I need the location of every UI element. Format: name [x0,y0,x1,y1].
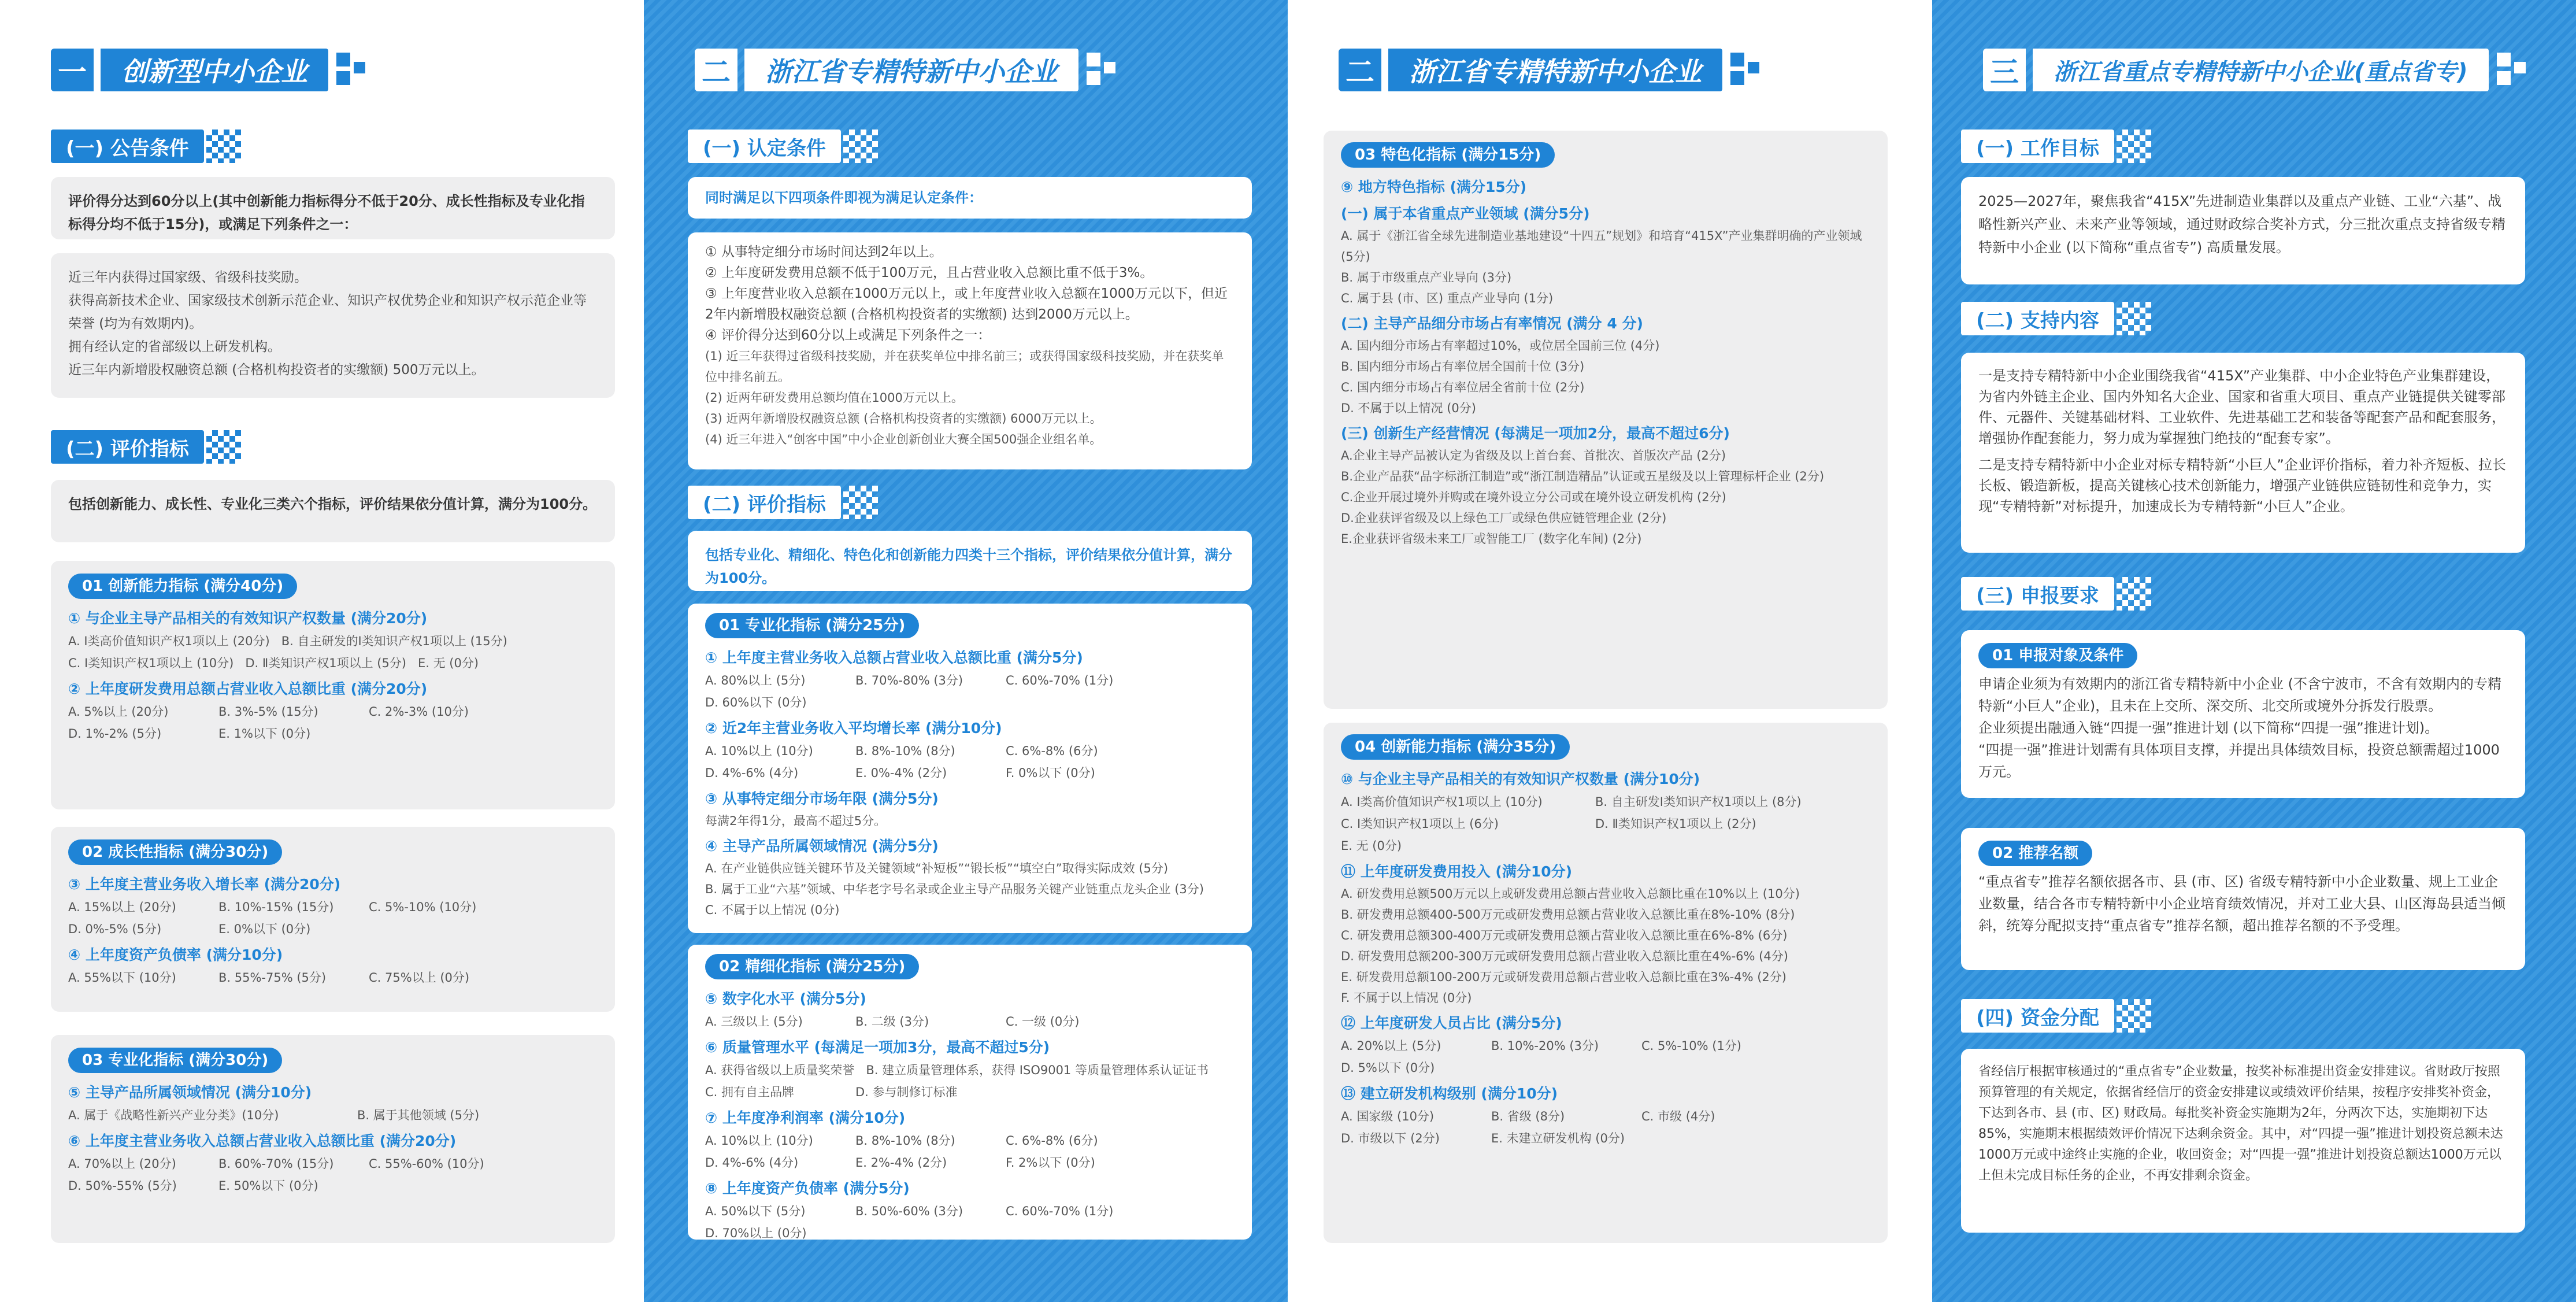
list-item: 近三年内新增股权融资总额 (合格机构投资者的实缴额) 500万元以上。 [68,363,485,378]
option-item: D. 70%以上 (0分) [705,1226,807,1240]
option-list [705,740,1235,784]
group-pill: 01 专业化指标 (满分25分) [705,613,919,638]
option-item: F. 不属于以上情况 (0分) [1341,991,1472,1005]
option-item: B. 10%-20% (3分) [1491,1039,1599,1053]
group-pill: 01 创新能力指标 (满分40分) [68,574,297,599]
section-number: 二 [1339,49,1381,91]
option-item: E.企业获评省级未来工厂或智能工厂 (数字化车间) (2分) [1341,532,1642,546]
option-item: C. 75%以上 (0分) [369,971,470,985]
indicator-title: ② 近2年主营业务收入平均增长率 (满分10分) [705,720,1002,737]
subsection-heading: (一) 公告条件 [51,130,241,163]
section-number: 三 [1983,49,2026,91]
option-item: D. 研发费用总额200-300万元或研发费用总额占营业收入总额比重在4%-6% (4分) [1341,949,1788,963]
list-item: ① 从事特定细分市场时间达到2年以上。 [705,245,943,260]
subsection-heading: (一) 工作目标 [1961,130,2151,163]
square-deco-icon [1087,53,1121,87]
option-list [68,896,598,940]
quota-box: 02 推荐名额 “重点省专”推荐名额依据各市、县 (市、区) 省级专精特新中小企业数量、规上工业企业数量，结合各市专精特新中小企业培育绩效情况，并对工业大县、山区海岛县适当倾斜，统筹分配拟支持“重点省专”推荐名额，超出推荐名额的不予受理。 [1961,828,2525,970]
group-pill: 02 精细化指标 (满分25分) [705,954,919,979]
option-item: B.企业产品获“品字标浙江制造”或“浙江制造精品”认证或五星级及以上管理标杆企业 (2分) [1341,469,1825,483]
indicator-title: ① 上年度主营业务收入总额占营业收入总额比重 (满分5分) [705,649,1083,666]
option-item: A. 50%以下 (5分) [705,1204,806,1218]
panel-innovative-sme [0,0,644,1302]
option-item: A. 10%以上 (10分) [705,744,813,758]
option-item: D. 1%-2% (5分) [68,727,162,741]
option-item: C. 60%-70% (1分) [1006,674,1114,687]
panel-header [51,47,371,93]
checker-deco-icon [2117,130,2151,163]
option-item: E. 50%以下 (0分) [218,1179,318,1193]
indicator-title: ③ 从事特定细分市场年限 (满分5分) [705,790,939,807]
option-item: B. 属于工业“六基”领域、中华老字号名录或企业主导产品服务关键产业链重点龙头企业 (3分) [705,882,1204,896]
indicator-title: ⑤ 主导产品所属领域情况 (满分10分) [68,1084,312,1101]
option-item: C. 55%-60% (10分) [369,1157,484,1171]
panel-header [1983,47,2531,93]
option-item: C. 6%-8% (6分) [1006,1134,1098,1148]
square-deco-icon [1730,53,1765,87]
indicator-title: (三) 创新生产经营情况 (每满足一项加2分，最高不超过6分) [1341,425,1730,442]
indicator-title: ⑥ 上年度主营业务收入总额占营业收入总额比重 (满分20分) [68,1133,457,1149]
option-item: A. 国家级 (10分) [1341,1109,1435,1123]
option-item: 每满2年得1分，最高不超过5分。 [705,814,887,828]
option-item: F. 0%以下 (0分) [1006,766,1095,780]
option-item: F. 2%以下 (0分) [1006,1156,1095,1170]
option-item: D.企业获评省级及以上绿色工厂或绿色供应链管理企业 (2分) [1341,511,1667,525]
option-item: B. 属于其他领域 (5分) [357,1108,480,1122]
option-item: E. 1%以下 (0分) [218,727,311,741]
option-item: A. Ⅰ类高价值知识产权1项以上 (20分) [68,634,270,648]
option-list [1341,1035,1870,1079]
goal-box: 2025—2027年，聚焦我省“415X”先进制造业集群以及重点产业链、工业“六基”、战略性新兴产业、未来产业等领域，通过财政综合奖补方式，分三批次重点支持省级专精特新中小企业 (以下简称“重点省专”) 高质量发展。 [1961,177,2525,284]
option-item: A. 5%以上 (20分) [68,705,169,719]
panel-zj-specialized-sme [644,0,1288,1302]
option-item: A. 研发费用总额500万元以上或研发费用总额占营业收入总额比重在10%以上 (10分) [1341,887,1800,901]
list-subitem: (1) 近三年获得过省级科技奖励，并在获奖单位中排名前三；或获得国家级科技奖励，并在获奖单位中排名前五。 [705,349,1224,384]
panel-header [1339,47,1765,93]
option-item: A. 80%以上 (5分) [705,674,806,687]
checker-deco-icon [843,130,878,163]
option-item: D. 市级以下 (2分) [1341,1131,1440,1145]
subsection-heading: (二) 评价指标 [51,430,241,464]
list-item: 拥有经认定的省部级以上研发机构。 [68,339,281,354]
option-item: E. 0%以下 (0分) [218,922,311,936]
option-item: C. 2%-3% (10分) [369,705,469,719]
checker-deco-icon [2117,999,2151,1033]
option-item: B. 研发费用总额400-500万元或研发费用总额占营业收入总额比重在8%-10% (8分) [1341,908,1795,922]
indicator-title: ② 上年度研发费用总额占营业收入总额比重 (满分20分) [68,680,428,697]
list-item: 获得高新技术企业、国家级技术创新示范企业、知识产权优势企业和知识产权示范企业等荣誉 (均为有效期内)。 [68,293,587,331]
option-list [68,967,598,989]
indicator-group [1324,723,1888,1243]
indicator-title: ⑫ 上年度研发人员占比 (满分5分) [1341,1015,1562,1031]
indicator-title: ③ 上年度主营业务收入增长率 (满分20分) [68,876,341,893]
option-item: E. 无 (0分) [418,656,479,670]
criteria-box: 包括创新能力、成长性、专业化三类六个指标，评价结果依分值计算，满分为100分。 [51,480,615,542]
section-number: 一 [51,49,94,91]
group-pill: 03 专业化指标 (满分30分) [68,1048,282,1073]
option-item: B. 55%-75% (5分) [218,971,327,985]
option-item: A. 70%以上 (20分) [68,1157,176,1171]
section-title: 创新型中小企业 [101,49,328,91]
list-item: ③ 上年度营业收入总额在1000万元以上，或上年度营业收入总额在1000万元以下，但近2年内新增股权融资总额 (合格机构投资者的实缴额) 达到2000万元以上。 [705,286,1228,322]
option-item: B. 3%-5% (15分) [218,705,318,719]
option-item: B. 建立质量管理体系，获得 ISO9001 等质量管理体系认证证书 [866,1063,1209,1077]
option-item: B. 属于市级重点产业导向 (3分) [1341,271,1512,284]
option-item: A. 三级以上 (5分) [705,1015,803,1029]
option-item: C.企业开展过境外并购或在境外设立分公司或在境外设立研发机构 (2分) [1341,490,1726,504]
panel-zj-specialized-sme-cont [1288,0,1932,1302]
checker-deco-icon [2117,577,2151,611]
option-list [705,1200,1235,1244]
option-list [68,1104,598,1126]
indicator-group [688,945,1252,1240]
option-list [705,670,1235,713]
indicator-title: ⑥ 质量管理水平 (每满足一项加3分，最高不超过5分) [705,1039,1050,1056]
option-item: D. 50%-55% (5分) [68,1179,177,1193]
option-item: E. 无 (0分) [1341,839,1402,853]
indicator-title: ⑦ 上年度净利润率 (满分10分) [705,1109,906,1126]
option-item: C. Ⅰ类知识产权1项以上 (6分) [1341,817,1499,831]
option-item: B. 8%-10% (8分) [855,744,955,758]
option-item: D. 不属于以上情况 (0分) [1341,401,1476,415]
option-list [68,701,598,745]
indicator-title: ⑬ 建立研发机构级别 (满分10分) [1341,1085,1558,1102]
option-list [68,1153,598,1197]
list-subitem: (4) 近三年进入“创客中国”中小企业创新创业大赛全国500强企业组名单。 [705,432,1102,446]
option-item: B. 国内细分市场占有率位居全国前十位 (3分) [1341,360,1585,373]
option-item: B. 自主研发Ⅰ类知识产权1项以上 (8分) [1595,795,1802,809]
subsection-heading: (二) 支持内容 [1961,302,2151,335]
indicator-title: ④ 上年度资产负债率 (满分10分) [68,946,283,963]
indicator-title: (二) 主导产品细分市场占有率情况 (满分 4 分) [1341,315,1643,332]
option-item: A. 国内细分市场占有率超过10%，或位居全国前三位 (4分) [1341,339,1660,353]
list-subitem: (2) 近两年研发费用总额均值在1000万元以上。 [705,391,963,405]
option-item: D. Ⅱ类知识产权1项以上 (5分) [245,656,406,670]
group-pill: 02 推荐名额 [1978,841,2092,866]
indicator-title: (一) 属于本省重点产业领域 (满分5分) [1341,205,1590,222]
option-item: C. 一级 (0分) [1006,1015,1080,1029]
indicator-title: ⑪ 上年度研发费用投入 (满分10分) [1341,863,1573,880]
checker-deco-icon [843,486,878,519]
indicator-group [1324,131,1888,709]
section-title: 浙江省专精特新中小企业 [1388,49,1722,91]
section-number: 二 [695,49,737,91]
checker-deco-icon [206,430,241,464]
option-item: A. 10%以上 (10分) [705,1134,813,1148]
option-item: D. 5%以下 (0分) [1341,1061,1435,1075]
option-item: A.企业主导产品被认定为省级及以上首台套、首批次、首版次产品 (2分) [1341,449,1726,463]
option-item: A. 属于《战略性新兴产业分类》(10分) [68,1108,279,1122]
section-title: 浙江省重点专精特新中小企业(重点省专) [2033,49,2489,91]
option-list [1341,1105,1870,1149]
conditions-box [51,253,615,398]
option-item: C. 研发费用总额300-400万元或研发费用总额占营业收入总额比重在6%-8% (6分) [1341,929,1788,942]
option-item: E. 2%-4% (2分) [855,1156,947,1170]
requirement-box: 01 申报对象及条件 申请企业须为有效期内的浙江省专精特新中小企业 (不含宁波市，不含有效期内的专精特新“小巨人”企业)，且未在上交所、深交所、北交所或境外分拆发行股票。 企业须提出融通入链“四提一强”推进计划 (以下简称“四提一强”推进计划)。 “四提一强”推进计划需有具体项目支撑，并提出具体绩效目标，投资总额需超过1000万元。 [1961,630,2525,798]
indicator-title: ⑧ 上年度资产负债率 (满分5分) [705,1180,910,1197]
option-item: C. 60%-70% (1分) [1006,1204,1114,1218]
indicator-group [51,1035,615,1243]
funding-box: 省经信厅根据审核通过的“重点省专”企业数量，按奖补标准提出资金安排建议。省财政厅按照预算管理的有关规定，依据省经信厅的资金安排建议或绩效评价结果，按程序安排奖补资金，下达到各市、县 (市、区) 财政局。每批奖补资金实施期为2年，分两次下达，实施期初下达85%，实施期末根据绩效评价情况下达剩余资金。其中，对“四提一强”推进计划投资总额未达1000万元或中途终止实施的企业，收回资金；对“四提一强”推进计划投资总额达1000万元以上但未完成目标任务的企业，不再安排剩余资金。 [1961,1049,2525,1233]
option-item: C. 不属于以上情况 (0分) [705,903,840,917]
option-item: C. 市级 (4分) [1641,1109,1715,1123]
checker-deco-icon [206,130,241,163]
option-item: C. 属于县 (市、区) 重点产业导向 (1分) [1341,291,1554,305]
option-item: A. 55%以下 (10分) [68,971,176,985]
indicator-title: ⑨ 地方特色指标 (满分15分) [1341,179,1527,195]
option-item: C. Ⅰ类知识产权1项以上 (10分) [68,656,234,670]
option-item: D. 60%以下 (0分) [705,696,807,709]
option-item: A. 获得省级以上质量奖荣誉 [705,1063,855,1077]
square-deco-icon [2497,53,2531,87]
indicator-group [51,561,615,809]
criteria-intro-box: 同时满足以下四项条件即视为满足认定条件： [688,177,1252,219]
group-pill: 04 创新能力指标 (满分35分) [1341,734,1570,760]
checker-deco-icon [2117,302,2151,335]
option-item: B. 70%-80% (3分) [855,674,963,687]
criteria-box: 包括专业化、精细化、特色化和创新能力四类十三个指标，评价结果依分值计算，满分为100分。 [688,531,1252,591]
group-pill: 02 成长性指标 (满分30分) [68,839,282,865]
panel-key-specialized-sme [1932,0,2576,1302]
option-item: A. 20%以上 (5分) [1341,1039,1441,1053]
square-deco-icon [336,53,371,87]
option-item: D. 4%-6% (4分) [705,1156,799,1170]
subsection-heading: (一) 认定条件 [688,130,878,163]
indicator-group [51,827,615,1012]
option-list [68,630,598,674]
option-item: B. 60%-70% (15分) [218,1157,334,1171]
subsection-heading: (二) 评价指标 [688,486,878,519]
subsection-heading: (四) 资金分配 [1961,999,2151,1033]
option-item: E. 0%-4% (2分) [855,766,947,780]
option-item: A. 在产业链供应链关键环节及关键领域“补短板”“锻长板”“填空白”取得实际成效 (5分) [705,861,1169,875]
indicator-title: ④ 主导产品所属领域情况 (满分5分) [705,838,939,855]
option-item: B. 8%-10% (8分) [855,1134,955,1148]
option-item: E. 未建立研发机构 (0分) [1491,1131,1625,1145]
criteria-box: 评价得分达到60分以上(其中创新能力指标得分不低于20分、成长性指标及专业化指标得分均不低于15分)，或满足下列条件之一： [51,177,615,239]
option-list [1341,791,1870,857]
option-item: C. 国内细分市场占有率位居全省前十位 (2分) [1341,380,1585,394]
list-item: ② 上年度研发费用总额不低于100万元，且占营业收入总额比重不低于3%。 [705,265,1154,280]
group-pill: 01 申报对象及条件 [1978,643,2137,668]
support-box: 一是支持专精特新中小企业围绕我省“415X”产业集群、中小企业特色产业集群建设，为省内外链主企业、国内外知名大企业、国家和省重大项目、重点产业链提供关键零部件、元器件、关键基础材料、工业软件、先进基础工艺和装备等配套产品和配套服务，增强协作配套能力，努力成为掌握独门绝技的“配套专家”。 二是支持专精特新中小企业对标专精特新“小巨人”企业评价指标，着力补齐短板、拉长长板、锻造新板，提高关键核心技术创新能力，增强产业链供应链韧性和竞争力，实现“专精特新”对标提升，加速成长为专精特新“小巨人”企业。 [1961,353,2525,553]
subsection-heading: (三) 申报要求 [1961,577,2151,611]
option-item: A. Ⅰ类高价值知识产权1项以上 (10分) [1341,795,1543,809]
group-pill: 03 特色化指标 (满分15分) [1341,142,1555,168]
option-item: B. 10%-15% (15分) [218,900,334,914]
indicator-title: ⑤ 数字化水平 (满分5分) [705,990,866,1007]
option-list [705,1059,1235,1103]
option-item: C. 5%-10% (1分) [1641,1039,1742,1053]
indicator-title: ① 与企业主导产品相关的有效知识产权数量 (满分20分) [68,610,428,627]
option-item: D. 0%-5% (5分) [68,922,162,936]
option-item: A. 15%以上 (20分) [68,900,176,914]
panel-header [695,47,1121,93]
list-subitem: (3) 近两年新增股权融资总额 (合格机构投资者的实缴额) 6000万元以上。 [705,412,1102,426]
conditions-box [688,232,1252,469]
option-item: B. 自主研发的Ⅰ类知识产权1项以上 (15分) [281,634,507,648]
option-item: B. 二级 (3分) [855,1015,929,1029]
option-item: D. Ⅱ类知识产权1项以上 (2分) [1595,817,1756,831]
section-title: 浙江省专精特新中小企业 [744,49,1078,91]
option-item: E. 研发费用总额100-200万元或研发费用总额占营业收入总额比重在3%-4% (2分) [1341,970,1786,984]
option-item: C. 5%-10% (10分) [369,900,477,914]
option-item: D. 4%-6% (4分) [705,766,799,780]
option-item: A. 属于《浙江省全球先进制造业基地建设“十四五”规划》和培育“415X”产业集群明确的产业领域 (5分) [1341,229,1862,264]
list-item: 近三年内获得过国家级、省级科技奖励。 [68,270,307,285]
option-item: B. 50%-60% (3分) [855,1204,963,1218]
indicator-title: ⑩ 与企业主导产品相关的有效知识产权数量 (满分10分) [1341,771,1700,787]
option-list [705,1011,1235,1033]
list-item: ④ 评价得分达到60分以上或满足下列条件之一： [705,328,991,343]
option-item: B. 省级 (8分) [1491,1109,1565,1123]
option-item: C. 6%-8% (6分) [1006,744,1098,758]
indicator-group [688,604,1252,933]
option-item: C. 拥有自主品牌 [705,1085,795,1099]
option-list [705,1130,1235,1174]
option-item: D. 参与制修订标准 [855,1085,958,1099]
